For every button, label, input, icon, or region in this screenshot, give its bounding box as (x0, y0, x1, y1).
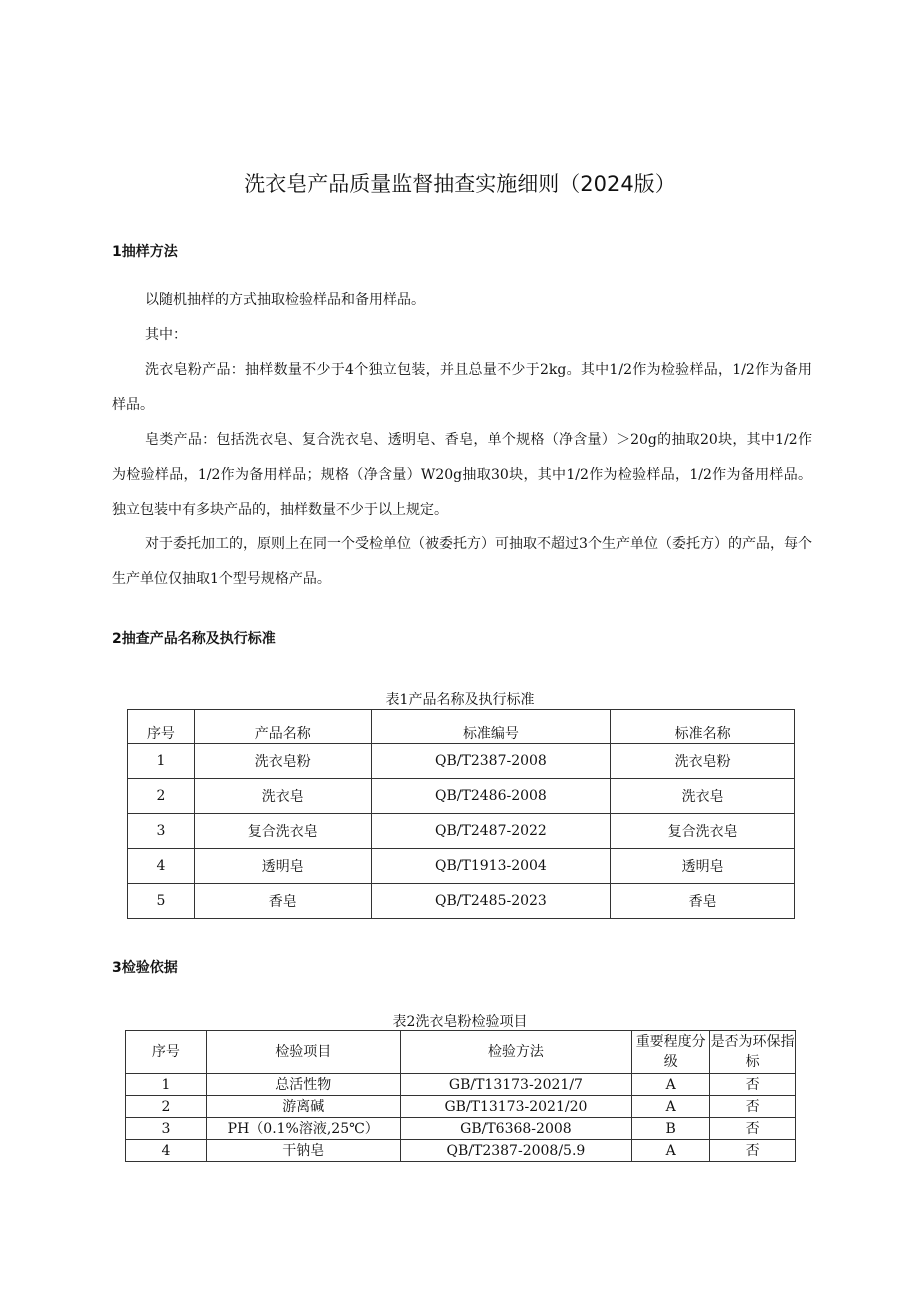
table-cell: GB/T13173-2021/7 (400, 1074, 632, 1096)
table-cell: 否 (710, 1074, 796, 1096)
table2-caption: 表2洗衣皂粉检验项目 (392, 1014, 528, 1030)
table-cell: 游离碱 (206, 1096, 400, 1118)
section-heading-sampling: 1抽样方法 (112, 244, 178, 260)
section-heading-products-standards: 2抽查产品名称及执行标准 (112, 631, 276, 647)
table-row (126, 1118, 796, 1140)
table-row (128, 849, 795, 884)
table-cell: QB/T1913-2004 (371, 849, 611, 884)
table-cell: 5 (128, 884, 195, 919)
header-cell: 标准名称 (611, 710, 795, 744)
table-cell: 否 (710, 1140, 796, 1162)
table-cell: B (632, 1118, 710, 1140)
header-cell: 标准编号 (371, 710, 611, 744)
table-cell: 3 (126, 1118, 207, 1140)
table-header-row (126, 1031, 796, 1074)
table-cell: 1 (126, 1074, 207, 1096)
table-cell: QB/T2387-2008 (371, 744, 611, 779)
table-cell: QB/T2487-2022 (371, 814, 611, 849)
paragraph-among: 其中： (145, 327, 187, 343)
table-cell: GB/T6368-2008 (400, 1118, 632, 1140)
table-row (128, 814, 795, 849)
paragraph-soap-powder: 洗衣皂粉产品：抽样数量不少于4个独立包装，并且总量不少于2kg。其中1/2作为检验样品，1/2作为备用样品。 (112, 362, 812, 413)
header-cell: 重要程度分级 (632, 1031, 710, 1074)
table-cell: A (632, 1074, 710, 1096)
header-cell: 检验方法 (400, 1031, 632, 1074)
table-cell: 否 (710, 1096, 796, 1118)
table-cell: 干钠皂 (206, 1140, 400, 1162)
table-row (126, 1140, 796, 1162)
document-title: 洗衣皂产品质量监督抽查实施细则（2024版） (244, 172, 676, 196)
table-cell: 香皂 (611, 884, 795, 919)
table-cell: 总活性物 (206, 1074, 400, 1096)
section-heading-inspection-basis: 3检验依据 (112, 960, 178, 976)
paragraph-commissioned-processing: 对于委托加工的，原则上在同一个受检单位（被委托方）可抽取不超过3个生产单位（委托方）的产品，每个生产单位仅抽取1个型号规格产品。 (112, 536, 812, 587)
paragraph-soap-products: 皂类产品：包括洗衣皂、复合洗衣皂、透明皂、香皂，单个规格（净含量）＞20g的抽取20块，其中1/2作为检验样品，1/2作为备用样品；规格（净含量）W20g抽取30块，其中1/2作为检验样品，1/2作为备用样品。独立包装中有多块产品的，抽样数量不少于以上规定。 (112, 432, 812, 518)
table-header-row (128, 710, 795, 744)
table-cell: QB/T2486-2008 (371, 779, 611, 814)
table-cell: 洗衣皂粉 (611, 744, 795, 779)
table-cell: 3 (128, 814, 195, 849)
table-cell: QB/T2485-2023 (371, 884, 611, 919)
table-cell: 洗衣皂 (194, 779, 371, 814)
header-cell: 是否为环保指标 (710, 1031, 796, 1074)
table-row (126, 1096, 796, 1118)
table-row (128, 779, 795, 814)
table-cell: QB/T2387-2008/5.9 (400, 1140, 632, 1162)
table-cell: 2 (126, 1096, 207, 1118)
table-cell: 香皂 (194, 884, 371, 919)
header-cell: 产品名称 (194, 710, 371, 744)
table-cell: A (632, 1140, 710, 1162)
table1-caption: 表1产品名称及执行标准 (385, 692, 535, 708)
table-cell: 复合洗衣皂 (611, 814, 795, 849)
header-cell: 检验项目 (206, 1031, 400, 1074)
table-row (126, 1074, 796, 1096)
table-cell: 洗衣皂粉 (194, 744, 371, 779)
inspection-items-table (125, 1030, 796, 1162)
header-cell: 序号 (126, 1031, 207, 1074)
paragraph-sampling-method: 以随机抽样的方式抽取检验样品和备用样品。 (145, 292, 425, 308)
table-cell: 复合洗衣皂 (194, 814, 371, 849)
table-cell: 否 (710, 1118, 796, 1140)
table-cell: A (632, 1096, 710, 1118)
table-cell: 透明皂 (194, 849, 371, 884)
table-cell: GB/T13173-2021/20 (400, 1096, 632, 1118)
products-standards-table (127, 709, 795, 919)
table-cell: 2 (128, 779, 195, 814)
table-cell: 4 (126, 1140, 207, 1162)
table-cell: 透明皂 (611, 849, 795, 884)
table-cell: 洗衣皂 (611, 779, 795, 814)
table-cell: 4 (128, 849, 195, 884)
header-cell: 序号 (128, 710, 195, 744)
table-row (128, 744, 795, 779)
table-row (128, 884, 795, 919)
table-cell: PH（0.1%溶液,25℃） (206, 1118, 400, 1140)
table-cell: 1 (128, 744, 195, 779)
